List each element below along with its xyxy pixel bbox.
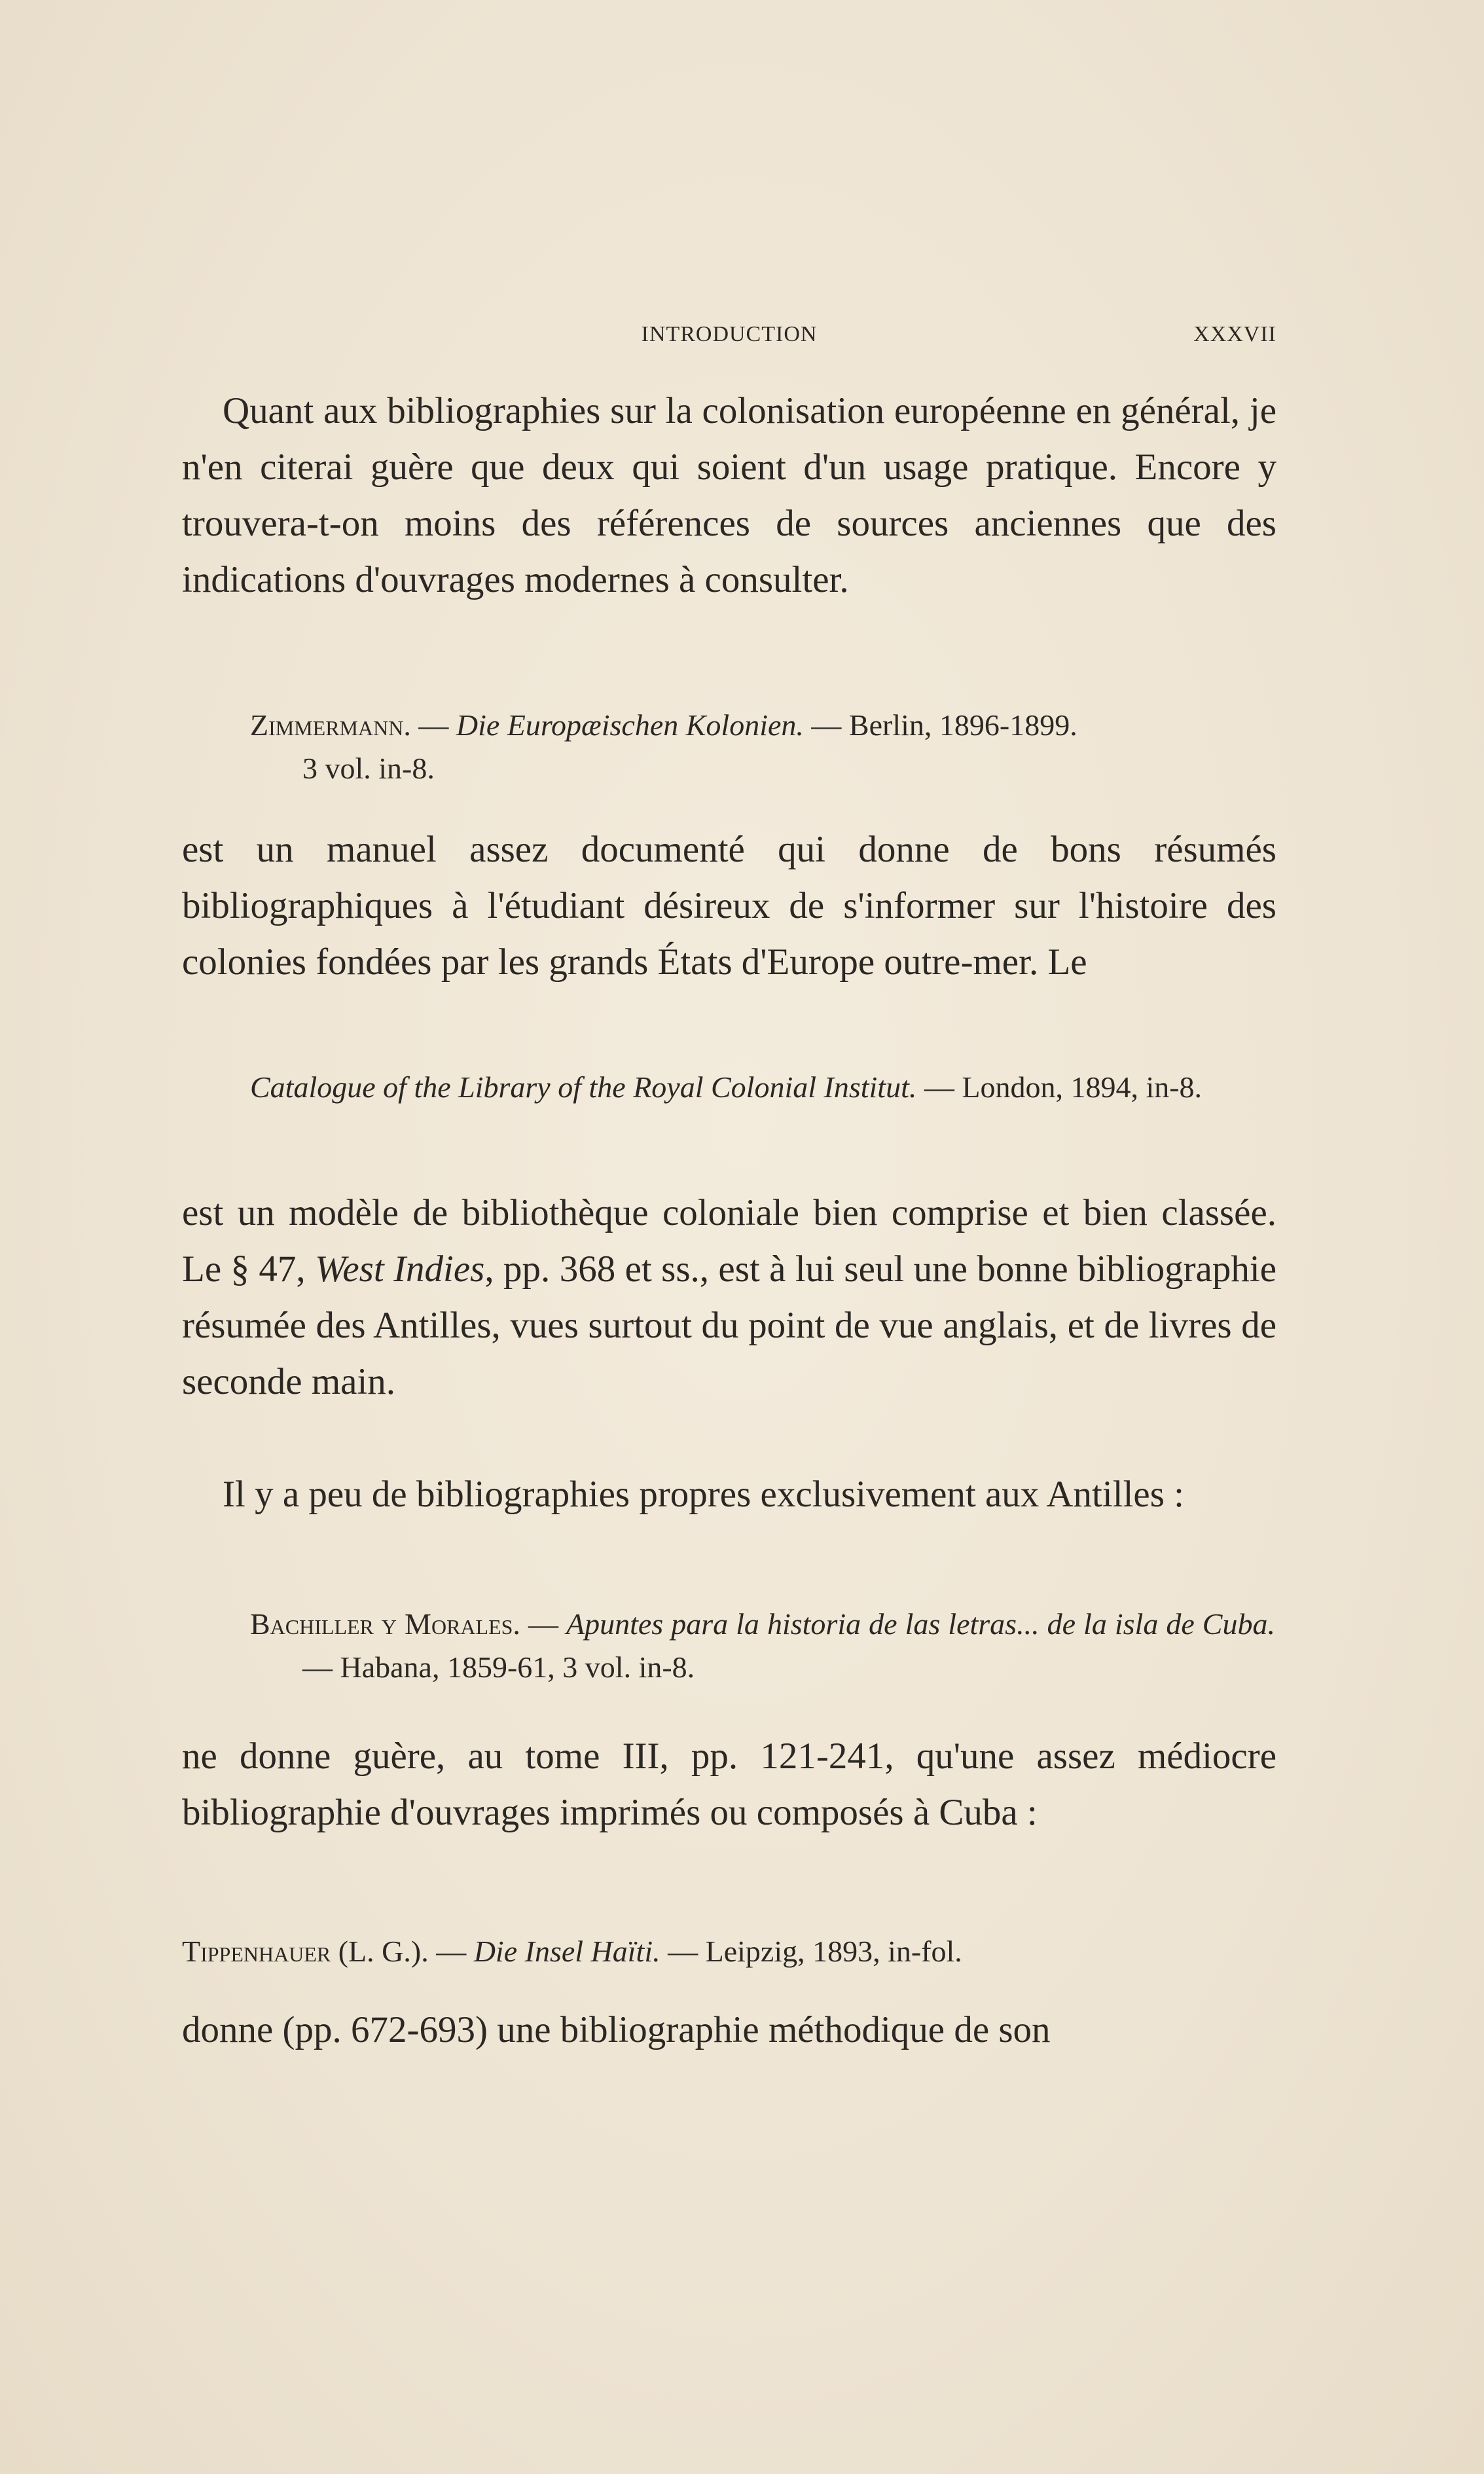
running-header <box>182 322 1276 355</box>
reference-title: Die Europæischen Kolonien. <box>456 708 804 742</box>
reference-title: Apuntes para la historia de las letras... de la isla de Cuba. <box>566 1607 1275 1641</box>
reference-title: Die Insel Haïti. <box>473 1935 661 1968</box>
paragraph-manual <box>182 822 1276 991</box>
reference-separator: — <box>428 1935 474 1968</box>
paragraph-intro <box>182 383 1276 608</box>
reference-publication: — Leipzig, 1893, in-fol. <box>660 1935 962 1968</box>
paragraph-text <box>182 1185 1276 1410</box>
bibliographic-reference-tippenhauer <box>182 1930 1276 1973</box>
paragraph-text-start: est un modèle de bibliothèque coloniale bien comprise et bien classée. Le § 47, <box>182 1192 1276 1290</box>
bibliographic-reference-zimmermann <box>250 704 1275 790</box>
reference-continuation: 3 vol. in-8. <box>302 752 435 785</box>
paragraph-text-italic: West Indies <box>315 1248 485 1290</box>
reference-author: Zimmermann. <box>250 708 411 742</box>
paragraph-haiti <box>182 2002 1276 2058</box>
reference-line <box>250 1603 1275 1689</box>
reference-line <box>250 704 1275 747</box>
bibliographic-reference-bachiller <box>250 1603 1275 1689</box>
paragraph-antilles <box>182 1466 1276 1523</box>
reference-line <box>182 1930 1276 1973</box>
reference-publication: — Berlin, 1896-1899. <box>803 708 1077 742</box>
paragraph-text: Quant aux bibliographies sur la colonisation européenne en général, je n'en citerai guère que deux qui soient d'un usage pratique. Encore y trouvera-t-on moins des références de sources anciennes que des indications d'ouvrages modernes à consulter. <box>182 390 1276 600</box>
paragraph-text: Il y a peu de bibliographies propres exclusivement aux Antilles : <box>223 1474 1184 1515</box>
paragraph-text: donne (pp. 672-693) une bibliographie méthodique de son <box>182 2009 1051 2050</box>
paragraph-text: ne donne guère, au tome III, pp. 121-241, qu'une assez médiocre bibliographie d'ouvrages imprimés ou composés à Cuba : <box>182 1736 1276 1833</box>
reference-author: Tippenhauer <box>182 1935 331 1968</box>
page-number: XXXVII <box>1193 322 1276 346</box>
paragraph-cuba <box>182 1728 1276 1841</box>
paragraph-catalogue-description <box>182 1185 1276 1410</box>
paragraph-text-end: , pp. 368 et ss., est à lui seul une bonne bibliographie résumée des Antilles, vues surtout du point de vue anglais, et de livres de seconde main. <box>182 1248 1276 1402</box>
running-title: INTRODUCTION <box>641 322 818 346</box>
reference-initials: (L. G.). <box>331 1935 429 1968</box>
paragraph-text: est un manuel assez documenté qui donne de bons résumés bibliographiques à l'étudiant désireux de s'informer sur l'histoire des colonies fondées par les grands États d'Europe outre-mer. Le <box>182 829 1276 983</box>
reference-title: Catalogue of the Library of the Royal Colonial Institut. <box>250 1070 917 1104</box>
bibliographic-reference-catalogue <box>250 1066 1275 1109</box>
reference-line <box>250 1066 1275 1109</box>
reference-separator: — <box>410 708 456 742</box>
reference-author: Bachiller y Morales. <box>250 1607 520 1641</box>
reference-publication: — Habana, 1859-61, 3 vol. in-8. <box>302 1650 695 1684</box>
reference-separator: — <box>520 1607 566 1641</box>
reference-publication: — London, 1894, in-8. <box>916 1070 1203 1104</box>
